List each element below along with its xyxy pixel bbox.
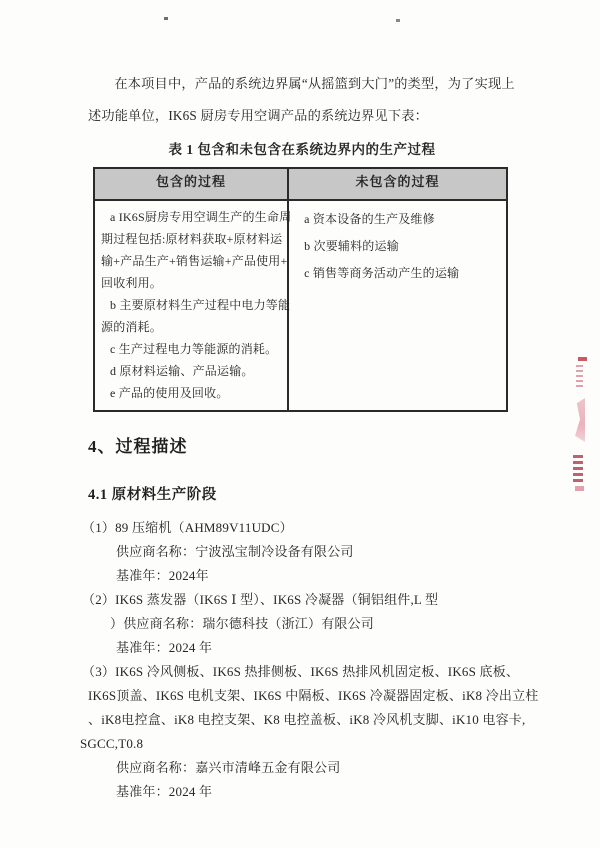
intro-paragraph [88, 68, 516, 132]
excluded-header: 未包含的过程 [288, 168, 507, 200]
red-stamp-fragment-icon [575, 486, 584, 491]
table-body-row [94, 200, 507, 411]
included-line: 期过程包括:原材料获取+原材料运 [101, 232, 283, 246]
included-header: 包含的过程 [94, 168, 288, 200]
material-items [80, 516, 539, 804]
included-line: b 主要原材料生产过程中电力等能 [110, 298, 291, 312]
included-line: e 产品的使用及回收。 [110, 386, 229, 400]
page-content [80, 68, 539, 804]
red-stamp-fragment-icon [574, 398, 585, 442]
red-stamp-fragment-icon [573, 455, 583, 482]
item-1-name: （1）89 压缩机（AHM89V11UDC） [82, 520, 293, 535]
excluded-line: b 次要辅料的运输 [304, 239, 399, 253]
excluded-cell [288, 200, 507, 411]
item-2-supplier: ）供应商名称：瑞尔德科技（浙江）有限公司 [110, 616, 375, 631]
subsection-heading: 4.1 原材料生产阶段 [88, 487, 217, 503]
item-3-name-line: IK6S顶盖、IK6S 电机支架、IK6S 中隔板、IK6S 冷凝器固定板、iK8 冷出立柱 [88, 688, 539, 703]
item-2-name: （2）IK6S 蒸发器（IK6S Ⅰ 型）、IK6S 冷凝器（铜铝组件,L 型 [82, 592, 439, 607]
excluded-line: a 资本设备的生产及维修 [304, 212, 435, 226]
item-1-supplier: 供应商名称：宁波泓宝制冷设备有限公司 [116, 544, 354, 559]
table-header-row [94, 168, 507, 200]
included-line: d 原材料运输、产品运输。 [110, 364, 254, 378]
table-caption: 表 1 包含和未包含在系统边界内的生产过程 [168, 142, 436, 157]
item-3-supplier: 供应商名称：嘉兴市清峰五金有限公司 [116, 760, 341, 775]
included-line: 输+产品生产+销售运输+产品使用+ [101, 254, 288, 268]
item-2-base-year: 基准年：2024 年 [116, 640, 213, 655]
intro-line: 在本项目中，产品的系统边界属“从摇篮到大门”的类型，为了实现上 [114, 76, 515, 91]
item-3-name-line: 、iK8电控盒、iK8 电控支架、K8 电控盖板、iK8 冷风机支脚、iK10 电容卡, [88, 712, 526, 727]
scan-speck [164, 17, 168, 20]
section-heading: 4、过程描述 [88, 437, 188, 456]
included-line: 回收利用。 [101, 276, 163, 290]
item-3-name-line: SGCC,T0.8 [80, 736, 144, 751]
red-stamp-fragment-icon [576, 365, 583, 387]
included-line: a IK6S厨房专用空调生产的生命周 [110, 210, 292, 224]
item-1-base-year: 基准年：2024年 [116, 568, 209, 583]
included-cell [94, 200, 292, 411]
red-stamp-fragment-icon [578, 357, 587, 361]
included-line: 源的消耗。 [101, 320, 163, 334]
item-3-name-line: （3）IK6S 冷风侧板、IK6S 热排侧板、IK6S 热排风机固定板、IK6S 底板、 [82, 664, 520, 679]
system-boundary-table [93, 167, 508, 412]
included-line: c 生产过程电力等能源的消耗。 [110, 342, 278, 356]
item-3-base-year: 基准年：2024 年 [116, 784, 213, 799]
intro-line: 述功能单位，IK6S 厨房专用空调产品的系统边界见下表： [88, 108, 429, 123]
scan-speck [396, 19, 400, 22]
excluded-line: c 销售等商务活动产生的运输 [304, 266, 460, 280]
